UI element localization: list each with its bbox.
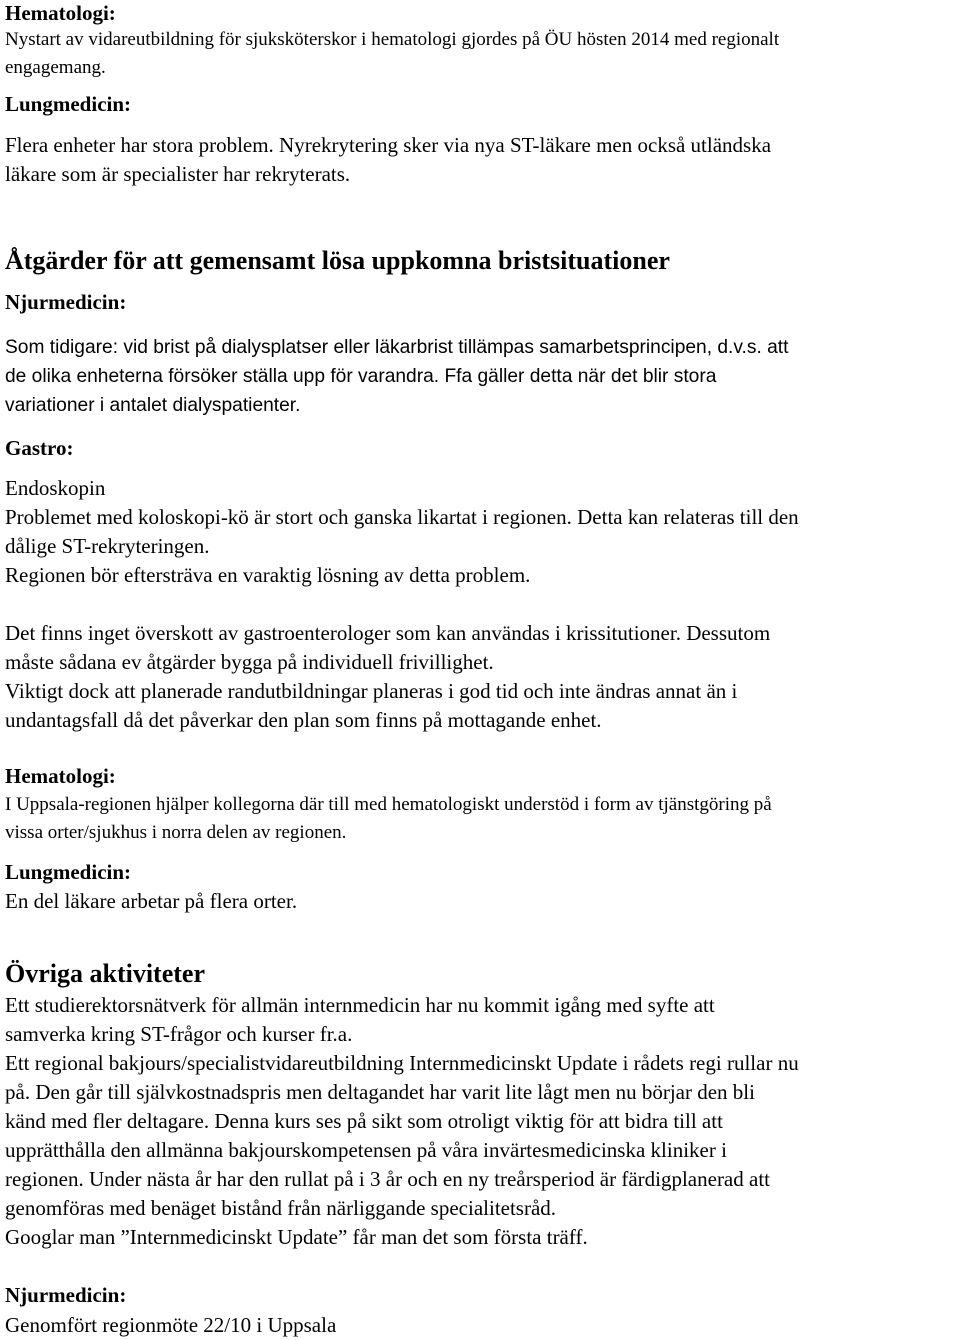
section-heading-hematologi: Hematologi: [5,1,116,25]
text-line: Problemet med koloskopi-kö är stort och ganska likartat i regionen. Detta kan relateras till den [5,505,799,529]
section-heading-gastro: Gastro: [5,436,74,460]
text-line: Genomfört regionmöte 22/10 i Uppsala [5,1313,337,1337]
ovriga-paragraph [5,991,957,1252]
text-line: Ett regional bakjours/specialistvidareutbildning Internmedicinskt Update i rådets regi rullar nu [5,1051,799,1075]
text-line: Viktigt dock att planerade randutbildningar planeras i god tid och inte ändras annat än i [5,679,738,703]
lungmedicin-paragraph [5,131,957,189]
gastro-subheading-endoskopin: Endoskopin [5,476,106,500]
text-line: känd med fler deltagare. Denna kurs ses på sikt som otroligt viktig för att bidra till att [5,1109,723,1133]
text-line: undantagsfall då det påverkar den plan som finns på mottagande enhet. [5,708,602,732]
text-line: dålige ST-rekryteringen. [5,534,210,558]
main-heading-atgarder: Åtgärder för att gemensamt lösa uppkomna bristsituationer [5,246,670,275]
text-line: variationer i antalet dialyspatienter. [5,395,301,416]
text-line: Flera enheter har stora problem. Nyrekrytering sker via nya ST-läkare men också utländska [5,133,772,157]
text-line: samverka kring ST-frågor och kurser fr.a. [5,1022,353,1046]
section-heading-lungmedicin: Lungmedicin: [5,92,132,116]
section-heading-njurmedicin: Njurmedicin: [5,1283,127,1307]
text-line: genomföras med benäget bistånd från närliggande specialitetsråd. [5,1196,557,1220]
text-line: Som tidigare: vid brist på dialysplatser eller läkarbrist tillämpas samarbetsprincipen, d.v.s. att [5,337,789,358]
hematologi-paragraph [5,791,957,847]
njurmedicin-paragraph [5,1311,957,1340]
text-line: Googlar man ”Internmedicinskt Update” får man det som första träff. [5,1225,588,1249]
text-line: vissa orter/sjukhus i norra delen av regionen. [5,822,347,843]
text-line: de olika enheterna försöker ställa upp för varandra. Ffa gäller detta när det blir stora [5,366,717,387]
lungmedicin-paragraph [5,887,957,916]
text-line: engagemang. [5,57,106,78]
text-line: upprätthålla den allmänna bakjourskompetensen på våra invärtesmedicinska kliniker i [5,1138,727,1162]
gastro-paragraph-2 [5,619,957,735]
text-line: läkare som är specialister har rekryterats. [5,162,351,186]
text-line: Ett studierektorsnätverk för allmän internmedicin har nu kommit igång med syfte att [5,993,715,1017]
text-line: Nystart av vidareutbildning för sjuksköterskor i hematologi gjordes på ÖU hösten 2014 med regionalt [5,29,780,50]
text-line: Regionen bör eftersträva en varaktig lösning av detta problem. [5,563,531,587]
section-heading-hematologi: Hematologi: [5,764,116,788]
text-line: Det finns inget överskott av gastroenterologer som kan användas i krissitutioner. Dessutom [5,621,771,645]
section-heading-lungmedicin: Lungmedicin: [5,860,132,884]
text-line: på. Den går till självkostnadspris men deltagandet har varit lite lågt men nu börjar den bli [5,1080,755,1104]
njurmedicin-paragraph [5,333,957,420]
text-line: regionen. Under nästa år har den rullat på i 3 år och en ny treårsperiod är färdigplanerad att [5,1167,770,1191]
main-heading-ovriga-aktiviteter: Övriga aktiviteter [5,959,205,988]
text-line: I Uppsala-regionen hjälper kollegorna där till med hematologiskt understöd i form av tjänstgöring på [5,794,772,815]
text-line: En del läkare arbetar på flera orter. [5,889,298,913]
gastro-paragraph-1 [5,503,957,590]
section-heading-njurmedicin: Njurmedicin: [5,290,127,314]
hematologi-paragraph [5,26,957,82]
text-line: måste sådana ev åtgärder bygga på individuell frivillighet. [5,650,494,674]
